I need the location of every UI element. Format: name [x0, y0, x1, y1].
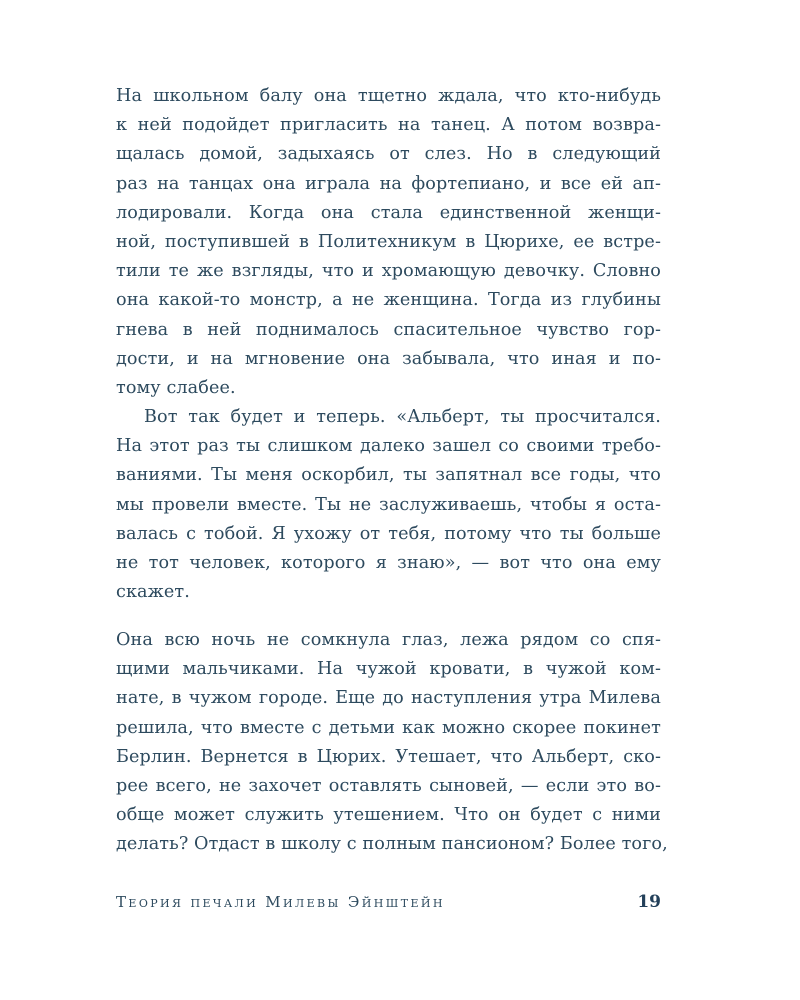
page-footer [116, 888, 661, 916]
text-line: она какой-то монстр, а не женщина. Тогда из глубины [116, 290, 661, 311]
text-line: делать? Отдаст в школу с полным пансионом? Более того, [116, 834, 668, 855]
text-section-2 [116, 626, 668, 860]
page-number: 19 [637, 892, 661, 912]
running-title: Теория печали Милевы Эйнштейн [116, 893, 445, 911]
text-line: На школьном балу она тщетно ждала, что кто-нибудь [116, 86, 661, 106]
text-line: не тот человек, которого я знаю», — вот что она ему [116, 553, 661, 573]
text-line: нате, в чужом городе. Еще до наступления утра Милева [116, 688, 661, 709]
text-line: рее всего, не захочет оставлять сыновей, — если это во- [116, 775, 661, 796]
text-line: мы провели вместе. Ты не заслуживаешь, чтобы я оста- [116, 494, 661, 515]
text-line: обще может служить утешением. Что он будет с ними [116, 805, 661, 826]
text-line: к ней подойдет пригласить на танец. А потом возвра- [116, 115, 661, 136]
text-line: дости, и на мгновение она забывала, что иная и по- [116, 348, 661, 369]
text-line: Она всю ночь не сомкнула глаз, лежа рядом со спя- [116, 630, 661, 650]
text-section-1 [116, 82, 661, 607]
text-line: На этот раз ты слишком далеко зашел со своими требо- [116, 436, 661, 457]
text-line: скажет. [116, 582, 190, 603]
text-line: тому слабее. [116, 377, 236, 398]
text-line: тили те же взгляды, что и хромающую девочку. Словно [116, 261, 661, 282]
text-line: валась с тобой. Я ухожу от тебя, потому что ты больше [116, 523, 661, 544]
text-line: ной, поступившей в Политехникум в Цюрихе, ее встре- [116, 231, 661, 252]
text-line: Берлин. Вернется в Цюрих. Утешает, что Альберт, ско- [116, 746, 661, 767]
text-line: раз на танцах она играла на фортепиано, и все ей ап- [116, 173, 661, 194]
text-line: Вот так будет и теперь. «Альберт, ты просчитался. [144, 407, 661, 428]
text-line: ваниями. Ты меня оскорбил, ты запятнал все годы, что [116, 465, 661, 486]
text-line: щими мальчиками. На чужой кровати, в чужой ком- [116, 659, 661, 680]
text-line: гнева в ней поднималось спасительное чувство гор- [116, 319, 661, 340]
text-line: решила, что вместе с детьми как можно скорее покинет [116, 717, 661, 738]
text-line: лодировали. Когда она стала единственной женщи- [116, 202, 661, 223]
text-line: щалась домой, задыхаясь от слез. Но в следующий [116, 144, 661, 165]
